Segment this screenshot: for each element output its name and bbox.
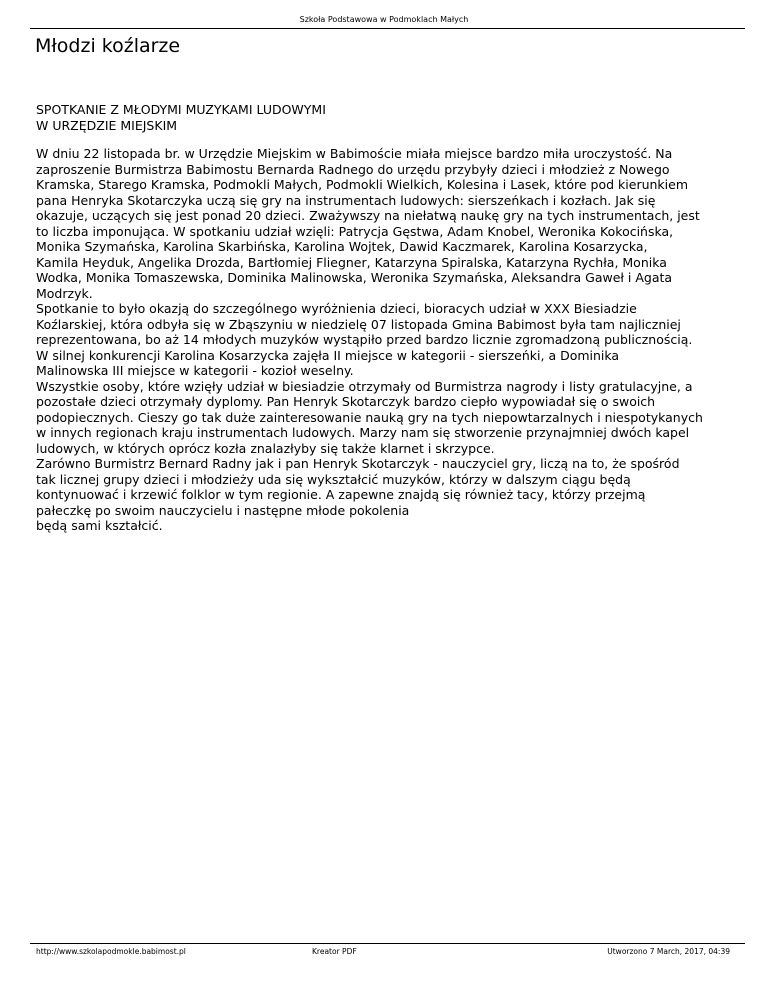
body-line: Kamila Heyduk, Angelika Drozda, Bartłomiej Fliegner, Katarzyna Spiralska, Katarzyna Rychła, Monika: [36, 254, 667, 270]
body-line: okazuje, uczących się jest ponad 20 dzieci. Zważywszy na niełatwą naukę gry na tych instrumentach, jest: [36, 208, 700, 223]
body-line: kontynuować i krzewić folklor w tym regionie. A zapewne znajdą się również tacy, którzy przejmą: [36, 487, 646, 502]
body-line: zaproszenie Burmistrza Babimostu Bernarda Radnego do urzędu przybyły dzieci i młodzież z Nowego: [36, 161, 670, 177]
body-line: podopiecznych. Cieszy go tak duże zainteresowanie nauką gry na tych niepowtarzalnych i niespotykanych: [36, 409, 703, 425]
footer-created-date: Utworzono 7 March, 2017, 04:39: [607, 947, 730, 956]
footer-url: http://www.szkolapodmokle.babimost.pl: [36, 947, 186, 956]
body-line: tak licznej grupy dzieci i młodzieży uda się wykształcić muzyków, którzy w dalszym ciągu będą: [36, 471, 631, 487]
article-heading: [36, 102, 736, 133]
body-line: to liczba imponująca. W spotkaniu udział wzięli: Patrycja Gęstwa, Adam Knobel, Weronika Kokocińska,: [36, 223, 674, 239]
body-line: Wszystkie osoby, które wzięły udział w biesiadzie otrzymały od Burmistrza nagrody i listy gratulacyjne, a: [36, 378, 693, 394]
body-line: ludowych, w których oprócz kozła znalazłyby się także klarnet i skrzypce.: [36, 440, 495, 456]
body-line: Zarówno Burmistrz Bernard Radny jak i pan Henryk Skotarczyk - nauczyciel gry, liczą na to, że spośród: [36, 456, 680, 471]
body-line: pana Henryka Skotarczyka uczą się gry na instrumentach ludowych: sierszeńkach i kozłach. Jak się: [36, 192, 656, 208]
body-line: Koźlarskiej, która odbyła się w Zbąszyniu w niedzielę 07 listopada Gmina Babimost była tam najliczniej: [36, 316, 681, 332]
body-line: Modrzyk.: [36, 285, 93, 301]
footer-divider: [30, 943, 745, 944]
document-header: Szkoła Podstawowa w Podmoklach Małych: [299, 15, 469, 24]
header-divider: [30, 28, 745, 29]
body-line: W dniu 22 listopada br. w Urzędzie Miejskim w Babimoście miała miejsce bardzo miła uroczystość. Na: [36, 146, 673, 161]
article-heading-line: SPOTKANIE Z MŁODYMI MUZYKAMI LUDOWYMI: [36, 102, 326, 117]
body-line: w innych regionach kraju instrumentach ludowych. Marzy nam się stworzenie przynajmniej dwóch kapel: [36, 425, 690, 440]
body-line: Wodka, Monika Tomaszewska, Dominika Malinowska, Weronika Szymańska, Aleksandra Gaweł i Agata: [36, 270, 673, 285]
body-line: będą sami kształcić.: [36, 518, 163, 533]
body-line: pałeczkę po swoim nauczycielu i następne młode pokolenia: [36, 502, 410, 518]
body-line: Malinowska III miejsce w kategorii - kozioł weselny.: [36, 363, 354, 378]
page-title: Młodzi koźlarze: [35, 35, 181, 57]
article-body: [36, 146, 734, 534]
body-line: reprezentowana, bo aż 14 młodych muzyków wystąpiło przed bardzo licznie zgromadzoną publicznością.: [36, 332, 693, 347]
body-line: Monika Szymańska, Karolina Skarbińska, Karolina Wojtek, Dawid Kaczmarek, Karolina Kosarzycka,: [36, 239, 648, 254]
article-heading-line: W URZĘDZIE MIEJSKIM: [36, 117, 178, 133]
body-line: Spotkanie to było okazją do szczególnego wyróżnienia dzieci, bioracych udział w XXX Biesiadzie: [36, 301, 637, 316]
body-line: W silnej konkurencji Karolina Kosarzycka zajęła II miejsce w kategorii - sierszeńki, a Dominika: [36, 347, 620, 363]
footer-creator: Kreator PDF: [312, 947, 357, 956]
body-line: Kramska, Starego Kramska, Podmokli Małych, Podmokli Wielkich, Kolesina i Lasek, które pod kierunkiem: [36, 177, 689, 192]
body-line: pozostałe dzieci otrzymały dyplomy. Pan Henryk Skotarczyk bardzo ciepło wypowiadał się o swoich: [36, 394, 656, 409]
